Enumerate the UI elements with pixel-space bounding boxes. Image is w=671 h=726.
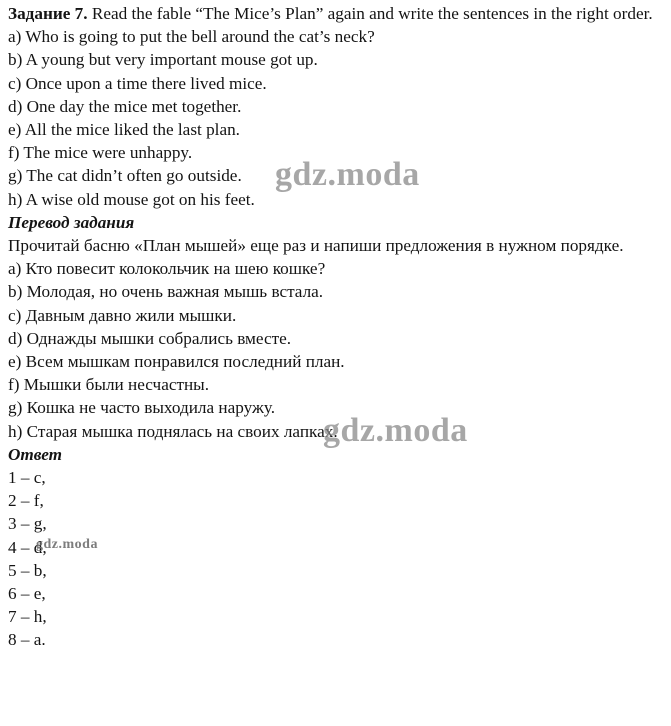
document-page — [8, 2, 668, 652]
translation-sentence-c: c) Давным давно жили мышки. — [8, 305, 237, 325]
translation-sentence-h: h) Старая мышка поднялась на своих лапках. — [8, 421, 338, 441]
translation-sentence-e: e) Всем мышкам понравился последний план. — [8, 352, 345, 372]
task-label: Задание 7. — [8, 4, 88, 23]
sentence-g: g) The cat didn’t often go outside. — [8, 166, 242, 186]
answer-item-2: 2 – f, — [8, 491, 44, 511]
sentence-c: c) Once upon a time there lived mice. — [8, 73, 267, 93]
task-statement — [8, 2, 668, 25]
translation-heading: Перевод задания — [8, 212, 135, 232]
watermark-logo: gdz.moda — [275, 156, 420, 193]
task-text: Read the fable “The Mice’s Plan” again and write the sentences in the right order. — [91, 4, 653, 23]
sentence-f: f) The mice were unhappy. — [8, 143, 193, 163]
translation-sentence-a: a) Кто повесит колокольчик на шею кошке? — [8, 259, 326, 279]
watermark-logo: gdz.moda — [36, 537, 98, 552]
answer-heading: Ответ — [8, 444, 63, 464]
answer-item-4: 4 – d, — [8, 537, 47, 557]
sentence-h: h) A wise old mouse got on his feet. — [8, 189, 255, 209]
answer-list — [8, 466, 668, 652]
sentence-b: b) A young but very important mouse got up. — [8, 50, 318, 70]
translation-sentence-f: f) Мышки были несчастны. — [8, 375, 210, 395]
answer-item-6: 6 – e, — [8, 584, 46, 604]
sentence-a: a) Who is going to put the bell around the cat’s neck? — [8, 27, 375, 47]
translation-statement: Прочитай басню «План мышей» еще раз и напиши предложения в нужном порядке. — [8, 236, 624, 256]
answer-item-8: 8 – a. — [8, 630, 46, 650]
translation-sentence-g: g) Кошка не часто выходила наружу. — [8, 398, 276, 418]
sentence-e: e) All the mice liked the last plan. — [8, 120, 240, 140]
translation-sentence-d: d) Однажды мышки собрались вместе. — [8, 328, 292, 348]
answer-item-1: 1 – c, — [8, 468, 46, 488]
answer-item-3: 3 – g, — [8, 514, 47, 534]
answer-item-7: 7 – h, — [8, 607, 47, 627]
translation-sentence-b: b) Молодая, но очень важная мышь встала. — [8, 282, 324, 302]
watermark-logo: gdz.moda — [323, 412, 468, 449]
sentence-d: d) One day the mice met together. — [8, 96, 242, 116]
answer-item-5: 5 – b, — [8, 560, 47, 580]
